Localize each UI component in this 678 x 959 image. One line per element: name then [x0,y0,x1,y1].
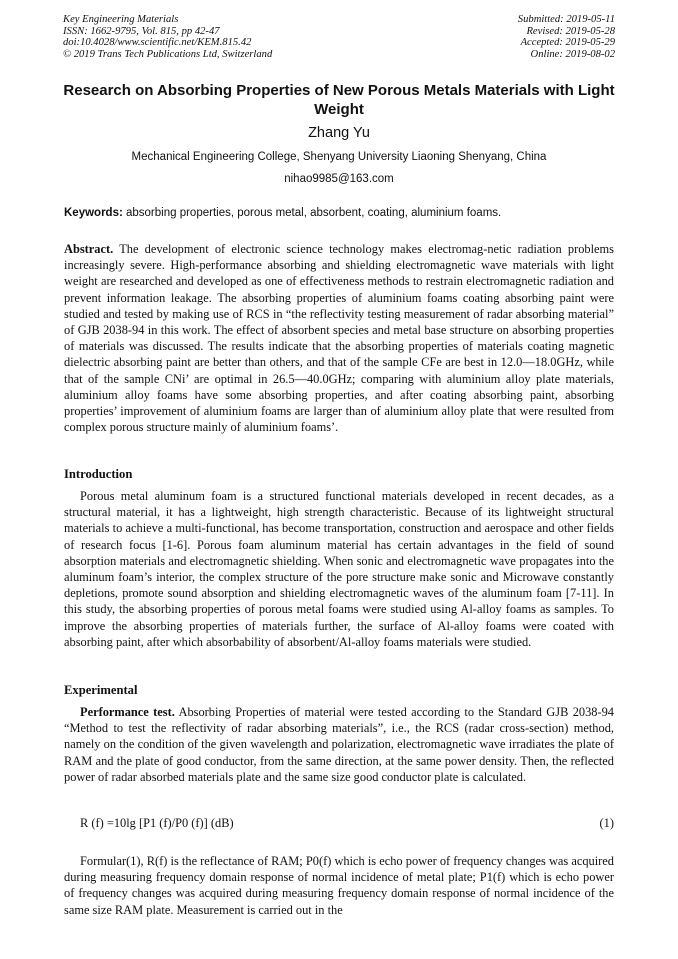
introduction-heading: Introduction [64,467,133,481]
introduction-paragraph: Porous metal aluminum foam is a structured functional materials developed in recent decades, as a structural material, it has a lightweight, high strength characteristic. Because of its lightweight structural materials to achieve a multi-functional, has become transportation, construction and aerospace and other fields of research focus [1-6]. Porous foam aluminum material has certain advantages in the field of sound absorption materials and electromagnetic shielding. When sonic and electromagnetic wave propagates into the aluminum foam’s interior, the complex structure of the pore structure make sonic and Microwave constantly depletions, promote sound absorption and shielding electromagnetic waves of the aluminum foam [7-11]. In this study, the absorbing properties of porous metal foams were studied using Al-alloy foams as samples. To improve the absorbing properties of materials further, the surface of Al-alloy foams were coated with absorbing paint, after which absorbability of absorbent/Al-alloy foams materials were studied. [64,489,614,649]
keywords [64,206,616,220]
journal-name: Key Engineering Materials [63,14,179,25]
abstract [64,241,614,435]
online-date: Online: 2019-08-02 [530,48,615,60]
author-email: nihao9985@163.com [284,173,394,185]
publication-dates [518,14,615,60]
author-name: Zhang Yu [308,125,370,141]
formular-paragraph: Formular(1), R(f) is the reflectance of RAM; P0(f) which is echo power of frequency changes was acquired during measuring frequency domain response of normal incidence of metal plate; P1(f) which is echo power of frequency changes was acquired during measuring frequency domain response of normal incidence of the same size RAM plate. Measurement is carried out in the [64,854,614,917]
experimental-heading: Experimental [64,683,138,697]
submitted-date: Submitted: 2019-05-11 [517,14,615,25]
copyright-line: © 2019 Trans Tech Publications Ltd, Switzerland [63,48,273,60]
revised-date: Revised: 2019-05-28 [526,25,615,37]
experimental-paragraph [64,704,614,785]
performance-test-text: Absorbing Properties of material were tested according to the Standard GJB 2038-94 “Method to test the reflectivity of radar absorbing materials”, i.e., the RCS (radar cross-section) method, namely on the condition of the given wavelength and polarization, electromagnetic wave irradiates the plate of RAM and the plate of good conductor, from the same direction, at the same power density. Then, the reflected power of radar absorbed materials plate and the same size good conductor plate is calculated. [64,705,614,784]
abstract-label: Abstract. [64,242,114,256]
keywords-label: Keywords: [64,207,123,219]
performance-test-subheading: Performance test. [80,705,175,719]
equation-number: (1) [599,816,614,830]
accepted-date: Accepted: 2019-05-29 [520,37,615,49]
paper-title: Research on Absorbing Properties of New Porous Metals Materials with Light Weight [63,82,615,118]
equation-formula: R (f) =10lg [P1 (f)/P0 (f)] (dB) [80,816,234,830]
abstract-text: The development of electronic science technology makes electromag-netic radiation problems increasingly severe. High-performance absorbing and shielding electromagnetic wave materials with light weight are researched and developed as one of effectiveness methods to restrain electromagnetic radiation and prevent information leakage. The absorbing properties of aluminium foams coating absorbing paint were studied and tested by making use of RCS in “the reflectivity testing measurement of radar absorbing material” of GJB 2038-94 in this work. The effect of absorbent species and metal base structure on absorbing properties of materials was discussed. The results indicate that the absorbing properties of materials coating magnetic dielectric absorbing paint are better than others, and that of the sample CFe are best in 12.0—18.0GHz, while that of the sample CNi’ are optimal in 26.5—40.0GHz; comparing with aluminium alloy plate materials, aluminium alloy foams have some absorbing properties, and after coating absorbing paint, absorbing properties’ improvement of aluminium foams are larger than of aluminium alloy plate that were resulted from complex porous structure mainly of aluminium foams’. [64,242,614,435]
author-affiliation: Mechanical Engineering College, Shenyang University Liaoning Shenyang, China [131,151,547,163]
doi-line: doi:10.4028/www.scientific.net/KEM.815.42 [63,37,252,49]
publication-info [63,14,272,60]
keywords-text: absorbing properties, porous metal, absorbent, coating, aluminium foams. [122,207,502,219]
issn-line: ISSN: 1662-9795, Vol. 815, pp 42-47 [63,25,220,37]
